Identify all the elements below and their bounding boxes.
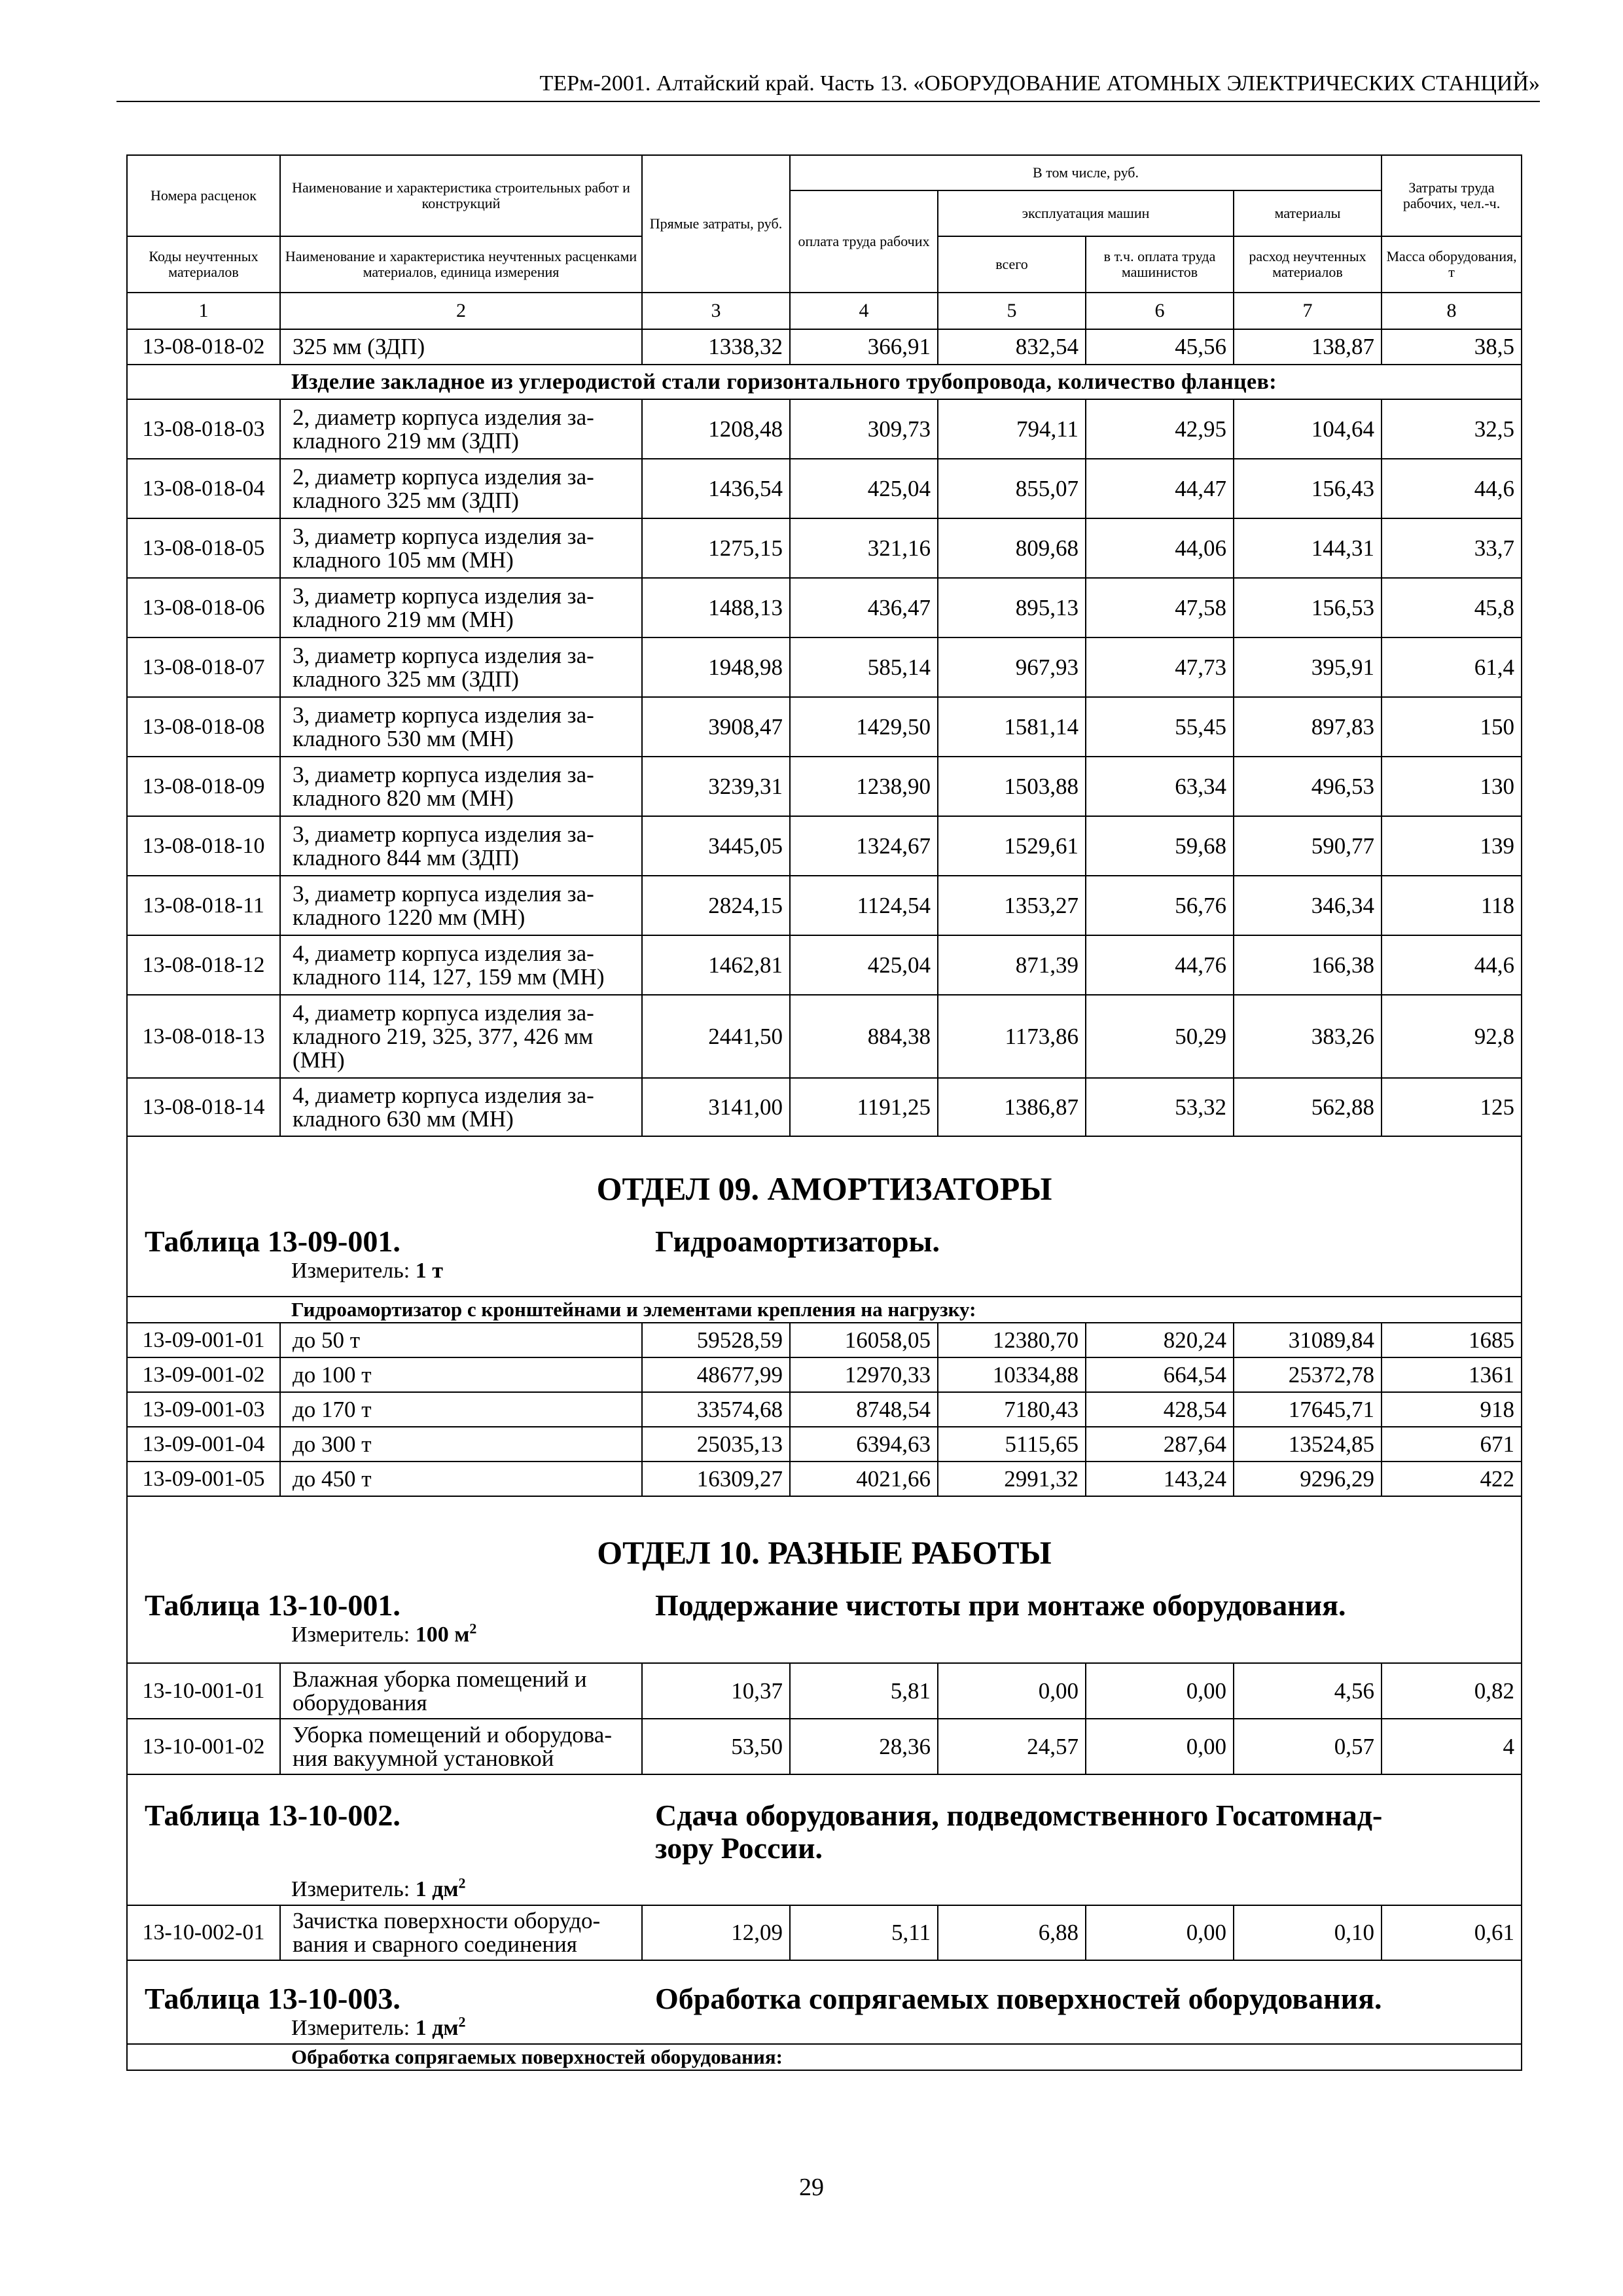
unit-value [415,1620,477,1647]
col-num: 5 [938,293,1086,329]
row-name-line: (МН) [293,1047,345,1073]
row-labor-cost: 44,6 [1382,459,1522,518]
row-labor-cost: 118 [1382,876,1522,935]
row-machines: 1386,87 [938,1078,1086,1136]
row-machinists: 50,29 [1086,995,1234,1078]
header-mass: Масса оборудования, т [1382,236,1522,293]
row-labor-cost: 44,6 [1382,935,1522,995]
table-row [127,1427,1522,1462]
row-name-line: кладного 325 мм (ЗДП) [293,487,519,513]
row-name: 325 мм (ЗДП) [280,329,642,365]
row-labor: 585,14 [790,637,938,697]
unit-line [128,1865,1521,1903]
table-row [127,1392,1522,1427]
table-row [127,578,1522,637]
row-materials: 496,53 [1234,757,1382,816]
row-machines: 895,13 [938,578,1086,637]
row-code: 13-09-001-05 [127,1462,280,1496]
table-number: Таблица 13-10-001. [145,1588,401,1622]
row-machines: 24,57 [938,1719,1086,1774]
row-code: 13-09-001-03 [127,1392,280,1427]
row-materials: 897,83 [1234,697,1382,757]
unit-value-text: 1 дм [415,2016,459,2040]
header-mat-names: Наименование и характеристика неучтенных расценками материалов, единица измерения [280,236,642,293]
row-direct: 1208,48 [642,399,790,459]
row-code: 13-08-018-04 [127,459,280,518]
row-direct: 33574,68 [642,1392,790,1427]
row-code: 13-10-001-01 [127,1663,280,1719]
row-name: до 300 т [280,1427,642,1462]
row-direct: 2441,50 [642,995,790,1078]
row-name-line: кладного 844 мм (ЗДП) [293,844,519,870]
page-number: 29 [799,2174,824,2201]
row-code: 13-08-018-09 [127,757,280,816]
row-materials: 590,77 [1234,816,1382,876]
row-materials: 0,10 [1234,1905,1382,1960]
row-labor: 8748,54 [790,1392,938,1427]
row-name-line: кладного 1220 мм (МН) [293,904,526,930]
row-name [280,995,642,1078]
row-name-line: ния вакуумной установкой [293,1745,554,1771]
row-code: 13-08-018-08 [127,697,280,757]
row-machines: 967,93 [938,637,1086,697]
row-machinists: 428,54 [1086,1392,1234,1427]
group-row [127,2044,1522,2070]
row-direct: 53,50 [642,1719,790,1774]
header-direct: Прямые затраты, руб. [642,155,790,293]
table-row [127,1078,1522,1136]
row-name-line: Зачистка поверхности оборудо- [293,1908,601,1933]
header-labor-cost: Затраты труда рабочих, чел.-ч. [1382,155,1522,236]
row-labor-cost: 0,61 [1382,1905,1522,1960]
row-name-line: кладного 219 мм (МН) [293,606,514,632]
row-machines: 10334,88 [938,1357,1086,1392]
row-materials: 395,91 [1234,637,1382,697]
unit-label: Измеритель: [291,1258,410,1283]
row-machinists: 820,24 [1086,1323,1234,1357]
header-total: всего [938,236,1086,293]
table-row [127,399,1522,459]
table-row [127,697,1522,757]
row-name [280,935,642,995]
row-labor-cost: 918 [1382,1392,1522,1427]
row-name-line: 3, диаметр корпуса изделия за- [293,642,594,668]
row-labor: 321,16 [790,518,938,578]
unit-value [415,1874,466,1901]
row-name [280,757,642,816]
row-name-line: кладного 219, 325, 377, 426 мм [293,1023,594,1049]
row-name [280,1905,642,1960]
row-machinists: 55,45 [1086,697,1234,757]
row-name-line: 4, диаметр корпуса изделия за- [293,940,594,966]
table-title: Обработка сопрягаемых поверхностей оборудования. [655,1982,1382,2015]
col-num: 2 [280,293,642,329]
table-13-10-002 [127,1774,1522,1905]
row-labor: 1429,50 [790,697,938,757]
row-machines: 1581,14 [938,697,1086,757]
table-number: Таблица 13-09-001. [145,1224,401,1258]
header-mat-codes: Коды неучтенных материалов [127,236,280,293]
row-materials: 346,34 [1234,876,1382,935]
group-row [127,365,1522,399]
table-row [127,1905,1522,1960]
row-machines: 7180,43 [938,1392,1086,1427]
row-code: 13-08-018-02 [127,329,280,365]
unit-exponent: 2 [458,1874,466,1892]
row-name [280,459,642,518]
row-direct: 48677,99 [642,1357,790,1392]
table-number: Таблица 13-10-003. [145,1982,401,2015]
row-name [280,697,642,757]
row-materials: 562,88 [1234,1078,1382,1136]
row-machines: 2991,32 [938,1462,1086,1496]
unit-label: Измеритель: [291,2016,410,2040]
row-direct: 3445,05 [642,816,790,876]
row-materials: 17645,71 [1234,1392,1382,1427]
row-direct: 2824,15 [642,876,790,935]
table-title-line: Сдача оборудования, подведомственного Госатомнад- [655,1799,1383,1832]
row-labor: 4021,66 [790,1462,938,1496]
row-machines: 794,11 [938,399,1086,459]
row-labor: 436,47 [790,578,938,637]
table-13-10-003 [127,1960,1522,2044]
row-name-line: 4, диаметр корпуса изделия за- [293,999,594,1026]
row-code: 13-08-018-12 [127,935,280,995]
row-direct: 1948,98 [642,637,790,697]
row-name-line: кладного 114, 127, 159 мм (МН) [293,963,605,990]
row-name [280,399,642,459]
row-machinists: 47,58 [1086,578,1234,637]
table-row [127,1462,1522,1496]
row-name-line: 3, диаметр корпуса изделия за- [293,702,594,728]
row-name-line: 4, диаметр корпуса изделия за- [293,1082,594,1108]
header-incl-mach: в т.ч. оплата труда машинистов [1086,236,1234,293]
row-labor: 12970,33 [790,1357,938,1392]
row-machines: 12380,70 [938,1323,1086,1357]
row-name-line: кладного 530 мм (МН) [293,725,514,751]
row-machines: 1353,27 [938,876,1086,935]
row-name [280,1078,642,1136]
row-name [280,518,642,578]
col-num: 6 [1086,293,1234,329]
row-name-line: 2, диаметр корпуса изделия за- [293,463,594,490]
row-direct: 3141,00 [642,1078,790,1136]
section-title: ОТДЕЛ 10. РАЗНЫЕ РАБОТЫ [597,1534,1052,1571]
row-labor-cost: 38,5 [1382,329,1522,365]
unit-label: Измеритель: [291,1877,410,1901]
row-machines: 1529,61 [938,816,1086,876]
row-labor-cost: 130 [1382,757,1522,816]
row-labor-cost: 32,5 [1382,399,1522,459]
row-labor-cost: 33,7 [1382,518,1522,578]
table-row [127,1323,1522,1357]
row-labor-cost: 1361 [1382,1357,1522,1392]
unit-value [415,2013,466,2040]
row-materials: 104,64 [1234,399,1382,459]
row-labor: 16058,05 [790,1323,938,1357]
row-code: 13-08-018-11 [127,876,280,935]
row-labor: 5,81 [790,1663,938,1719]
row-code: 13-08-018-07 [127,637,280,697]
table-title: Поддержание чистоты при монтаже оборудования. [655,1588,1346,1622]
table-row [127,876,1522,935]
row-machinists: 44,06 [1086,518,1234,578]
row-machinists: 59,68 [1086,816,1234,876]
row-direct: 25035,13 [642,1427,790,1462]
row-code: 13-09-001-04 [127,1427,280,1462]
row-materials: 0,57 [1234,1719,1382,1774]
row-labor: 28,36 [790,1719,938,1774]
table-13-10-002-cell [127,1774,1522,1905]
row-direct: 16309,27 [642,1462,790,1496]
row-code: 13-08-018-14 [127,1078,280,1136]
unit-line [128,1622,1521,1648]
row-labor: 1238,90 [790,757,938,816]
row-direct: 1462,81 [642,935,790,995]
row-materials: 25372,78 [1234,1357,1382,1392]
col-num: 8 [1382,293,1522,329]
row-machines: 5115,65 [938,1427,1086,1462]
row-machines: 6,88 [938,1905,1086,1960]
table-row [127,518,1522,578]
table-row [127,935,1522,995]
row-labor-cost: 45,8 [1382,578,1522,637]
row-name [280,578,642,637]
row-machinists: 143,24 [1086,1462,1234,1496]
section-10 [127,1496,1522,1663]
row-machines: 832,54 [938,329,1086,365]
group-row [127,1297,1522,1323]
row-name-line: 3, диаметр корпуса изделия за- [293,761,594,787]
row-materials: 9296,29 [1234,1462,1382,1496]
row-labor: 1324,67 [790,816,938,876]
row-direct: 1275,15 [642,518,790,578]
unit-line [128,2015,1521,2041]
row-machinists: 664,54 [1086,1357,1234,1392]
table-row [127,637,1522,697]
table-row [127,1663,1522,1719]
header-machines: эксплуатация машин [938,190,1234,236]
row-machines: 1173,86 [938,995,1086,1078]
row-name-line: кладного 325 мм (ЗДП) [293,666,519,692]
row-labor-cost: 92,8 [1382,995,1522,1078]
table-title [655,1799,1521,1865]
unit-value-text: 100 м [415,1622,470,1647]
row-machinists: 42,95 [1086,399,1234,459]
row-code: 13-08-018-05 [127,518,280,578]
unit-value-text: 1 дм [415,1877,459,1901]
table-row [127,1719,1522,1774]
row-machinists: 0,00 [1086,1905,1234,1960]
row-name-line: 3, диаметр корпуса изделия за- [293,880,594,906]
row-name: до 450 т [280,1462,642,1496]
row-materials: 4,56 [1234,1663,1382,1719]
section-10-cell [127,1496,1522,1663]
table-caption [128,1777,1521,1865]
col-num: 7 [1234,293,1382,329]
table-number: Таблица 13-10-002. [145,1799,401,1832]
row-labor: 884,38 [790,995,938,1078]
row-materials: 138,87 [1234,329,1382,365]
header-row-1 [127,155,1522,190]
table-row [127,816,1522,876]
unit-exponent: 2 [458,2013,466,2030]
row-name-line: 3, диаметр корпуса изделия за- [293,523,594,549]
table-row [127,757,1522,816]
row-machinists: 63,34 [1086,757,1234,816]
row-name-line: Влажная уборка помещений и [293,1666,587,1692]
row-machines: 0,00 [938,1663,1086,1719]
row-name [280,637,642,697]
row-name: до 50 т [280,1323,642,1357]
row-labor: 425,04 [790,935,938,995]
row-labor-cost: 150 [1382,697,1522,757]
row-direct: 3239,31 [642,757,790,816]
row-labor-cost: 4 [1382,1719,1522,1774]
row-direct: 12,09 [642,1905,790,1960]
row-materials: 13524,85 [1234,1427,1382,1462]
row-name-line: вания и сварного соединения [293,1931,577,1957]
row-code: 13-08-018-03 [127,399,280,459]
column-numbers-row [127,293,1522,329]
row-name-line: 2, диаметр корпуса изделия за- [293,404,594,430]
section-09-cell [127,1136,1522,1297]
row-name [280,816,642,876]
row-machines: 809,68 [938,518,1086,578]
col-num: 3 [642,293,790,329]
row-name: до 100 т [280,1357,642,1392]
table-title: Гидроамортизаторы. [655,1224,940,1258]
row-code: 13-08-018-10 [127,816,280,876]
row-labor-cost: 125 [1382,1078,1522,1136]
header-name: Наименование и характеристика строительных работ и конструкций [280,155,642,236]
row-materials: 156,43 [1234,459,1382,518]
header-labor: оплата труда рабочих [790,190,938,293]
row-labor-cost: 61,4 [1382,637,1522,697]
row-machinists: 44,47 [1086,459,1234,518]
unit-value: 1 т [415,1258,443,1283]
row-labor-cost: 671 [1382,1427,1522,1462]
header-materials: материалы [1234,190,1382,236]
section-title: ОТДЕЛ 09. АМОРТИЗАТОРЫ [596,1170,1052,1207]
row-machinists: 0,00 [1086,1719,1234,1774]
row-machines: 855,07 [938,459,1086,518]
unit-exponent: 2 [469,1620,477,1637]
row-machines: 871,39 [938,935,1086,995]
row-machinists: 53,32 [1086,1078,1234,1136]
row-labor: 1124,54 [790,876,938,935]
row-name-line: оборудования [293,1689,427,1715]
running-header: ТЕРм-2001. Алтайский край. Часть 13. «ОБОРУДОВАНИЕ АТОМНЫХ ЭЛЕКТРИЧЕСКИХ СТАНЦИЙ» [116,69,1540,102]
row-name-line: Уборка помещений и оборудова- [293,1721,613,1748]
table-row [127,329,1522,365]
row-machines: 1503,88 [938,757,1086,816]
price-table [126,154,1522,2071]
table-row [127,459,1522,518]
row-labor: 425,04 [790,459,938,518]
table-caption [128,1580,1521,1622]
row-machinists: 56,76 [1086,876,1234,935]
row-code: 13-09-001-01 [127,1323,280,1357]
row-direct: 1436,54 [642,459,790,518]
row-code: 13-10-002-01 [127,1905,280,1960]
table-row [127,995,1522,1078]
row-machinists: 287,64 [1086,1427,1234,1462]
row-name-line: кладного 105 мм (МН) [293,547,514,573]
row-direct: 59528,59 [642,1323,790,1357]
row-name: до 170 т [280,1392,642,1427]
row-name-line: кладного 219 мм (ЗДП) [293,427,519,454]
table-row [127,1357,1522,1392]
row-code: 13-10-001-02 [127,1719,280,1774]
row-labor-cost: 0,82 [1382,1663,1522,1719]
header-codes: Номера расценок [127,155,280,236]
row-name-line: кладного 630 мм (МН) [293,1105,514,1132]
row-machinists: 45,56 [1086,329,1234,365]
row-machinists: 0,00 [1086,1663,1234,1719]
row-labor: 5,11 [790,1905,938,1960]
col-num: 4 [790,293,938,329]
row-machinists: 44,76 [1086,935,1234,995]
row-name-line: 3, диаметр корпуса изделия за- [293,821,594,847]
row-name [280,1719,642,1774]
row-name [280,876,642,935]
row-materials: 383,26 [1234,995,1382,1078]
table-caption [128,1963,1521,2015]
row-labor: 309,73 [790,399,938,459]
section-09 [127,1136,1522,1297]
row-materials: 31089,84 [1234,1323,1382,1357]
row-labor: 366,91 [790,329,938,365]
row-code: 13-08-018-06 [127,578,280,637]
group-title: Гидроамортизатор с кронштейнами и элементами крепления на нагрузку: [127,1297,1522,1323]
table-title-line: зору России. [655,1831,823,1865]
row-machinists: 47,73 [1086,637,1234,697]
row-code: 13-09-001-02 [127,1357,280,1392]
group-title: Обработка сопрягаемых поверхностей оборудования: [127,2044,1522,2070]
row-materials: 156,53 [1234,578,1382,637]
row-labor-cost: 422 [1382,1462,1522,1496]
table-13-10-003-cell [127,1960,1522,2044]
table-caption [128,1216,1521,1258]
group-title: Изделие закладное из углеродистой стали горизонтального трубопровода, количество фланцев: [127,365,1522,399]
row-labor-cost: 1685 [1382,1323,1522,1357]
row-direct: 1488,13 [642,578,790,637]
row-name [280,1663,642,1719]
row-code: 13-08-018-13 [127,995,280,1078]
row-labor-cost: 139 [1382,816,1522,876]
header-incl: В том числе, руб. [790,155,1382,190]
col-num: 1 [127,293,280,329]
table-body [127,155,1522,2070]
row-labor: 6394,63 [790,1427,938,1462]
row-name-line: 3, диаметр корпуса изделия за- [293,583,594,609]
row-direct: 3908,47 [642,697,790,757]
unit-label: Измеритель: [291,1622,410,1647]
row-materials: 166,38 [1234,935,1382,995]
row-materials: 144,31 [1234,518,1382,578]
row-direct: 1338,32 [642,329,790,365]
row-direct: 10,37 [642,1663,790,1719]
row-labor: 1191,25 [790,1078,938,1136]
unit-line [128,1258,1521,1285]
header-unacc: расход неучтенных материалов [1234,236,1382,293]
row-name-line: кладного 820 мм (МН) [293,785,514,811]
